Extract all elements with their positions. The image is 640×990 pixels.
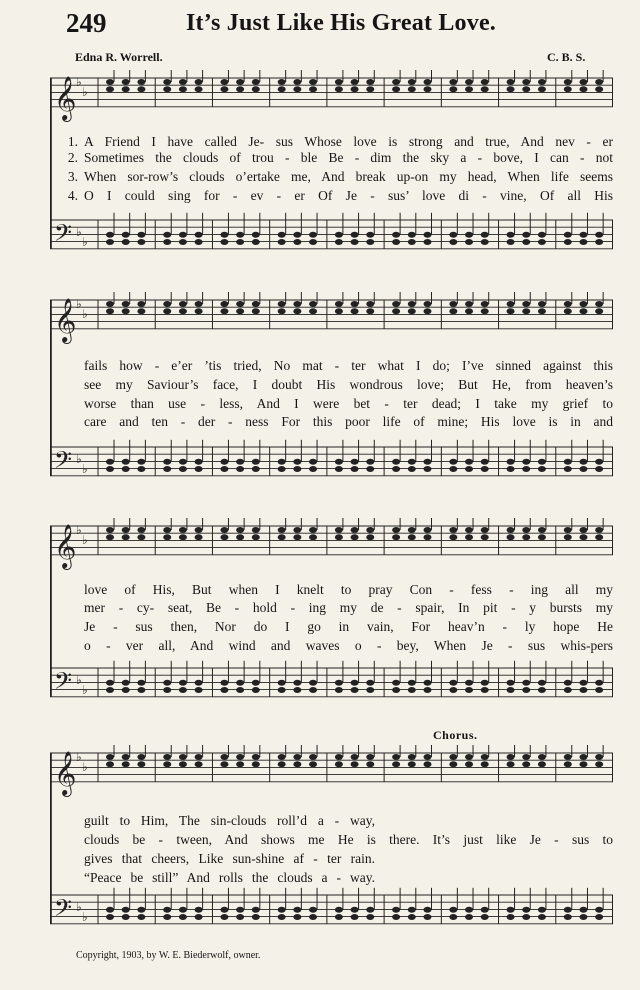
lyric-line — [50, 636, 613, 656]
svg-text:♭: ♭ — [82, 910, 88, 924]
lyric-text: care and ten - der - ness For this poor life of mine; His love is in and — [84, 414, 613, 429]
svg-text:𝄢: 𝄢 — [54, 893, 73, 927]
music-system-4 — [50, 745, 613, 945]
composer-credit: C. B. S. — [547, 50, 586, 64]
svg-text:♭: ♭ — [76, 523, 82, 537]
lyric-line — [50, 375, 613, 395]
lyric-line — [50, 412, 613, 432]
lyric-text: Sometimes the clouds of trou - ble Be - dim the sky a - bove, I can - not — [84, 150, 613, 165]
svg-text:𝄢: 𝄢 — [54, 666, 73, 700]
verse-number: 1. — [67, 134, 78, 149]
lyric-text: O I could sing for - ev - er Of Je - sus’ love di - vine, Of all His — [84, 188, 613, 203]
lyric-text: love of His, But when I knelt to pray Con - fess - ing all my — [84, 582, 613, 597]
lyric-line — [50, 167, 613, 187]
lyric-line — [50, 356, 613, 376]
lyric-text: guilt to Him, The sin-clouds roll’d a - way, — [84, 813, 375, 828]
lyric-text: When sor-row’s clouds o’ertake me, And break up-on my head, When life seems — [84, 169, 613, 184]
svg-text:𝄞: 𝄞 — [54, 75, 77, 120]
svg-text:♭: ♭ — [82, 683, 88, 697]
svg-text:𝄞: 𝄞 — [54, 750, 77, 795]
lyric-line — [50, 868, 375, 888]
lyric-text: worse than use - less, And I were bet - ter dead; I take my grief to — [84, 396, 613, 411]
hymn-title: It’s Just Like His Great Love. — [186, 10, 496, 36]
svg-text:𝄞: 𝄞 — [54, 523, 77, 568]
lyric-text: A Friend I have called Je- sus Whose love is strong and true, And nev - er — [84, 134, 613, 149]
svg-text:♭: ♭ — [82, 760, 88, 774]
verse-number: 2. — [67, 150, 78, 165]
lyric-line — [50, 394, 613, 414]
lyric-line — [50, 580, 613, 600]
music-system-2 — [50, 292, 613, 502]
svg-text:♭: ♭ — [82, 307, 88, 321]
music-system-1 — [50, 70, 613, 275]
svg-text:♭: ♭ — [76, 225, 82, 239]
lyric-text: “Peace be still” And rolls the clouds a - way. — [84, 870, 375, 885]
svg-text:𝄢: 𝄢 — [54, 218, 73, 252]
svg-text:♭: ♭ — [82, 533, 88, 547]
svg-text:♭: ♭ — [82, 85, 88, 99]
lyric-text: o - ver all, And wind and waves o - bey, When Je - sus whis-pers — [84, 638, 613, 653]
lyric-text: Je - sus then, Nor do I go in vain, For heav’n - ly hope He — [84, 619, 613, 634]
author-credit: Edna R. Worrell. — [75, 50, 163, 64]
lyric-text: see my Saviour’s face, I doubt His wondrous love; But He, from heaven’s — [84, 377, 613, 392]
svg-text:♭: ♭ — [82, 235, 88, 249]
lyric-line — [50, 811, 375, 831]
lyric-line — [50, 598, 613, 618]
svg-text:♭: ♭ — [82, 462, 88, 476]
svg-text:♭: ♭ — [76, 673, 82, 687]
svg-text:𝄢: 𝄢 — [54, 445, 73, 479]
svg-text:♭: ♭ — [76, 452, 82, 466]
svg-text:♭: ♭ — [76, 75, 82, 89]
lyric-line — [50, 617, 613, 637]
lyric-line — [50, 830, 613, 850]
chorus-label: Chorus. — [433, 728, 478, 742]
lyric-text: fails how - e’er ’tis tried, No mat - ter what I do; I’ve sinned against this — [84, 358, 613, 373]
lyric-line — [50, 849, 375, 869]
lyric-text: mer - cy- seat, Be - hold - ing my de - spair, In pit - y bursts my — [84, 600, 613, 615]
svg-text:♭: ♭ — [76, 750, 82, 764]
music-system-3 — [50, 518, 613, 718]
verse-number: 4. — [67, 188, 78, 203]
lyric-text: clouds be - tween, And shows me He is there. It’s just like Je - sus to — [84, 832, 613, 847]
verse-number: 3. — [67, 169, 78, 184]
svg-text:♭: ♭ — [76, 297, 82, 311]
copyright-notice: Copyright, 1903, by W. E. Biederwolf, owner. — [76, 950, 261, 961]
svg-text:♭: ♭ — [76, 900, 82, 914]
lyric-line — [50, 186, 613, 206]
svg-text:𝄞: 𝄞 — [54, 297, 77, 342]
lyric-text: gives that cheers, Like sun-shine af - ter rain. — [84, 851, 375, 866]
lyric-line — [50, 148, 613, 168]
hymn-number: 249 — [66, 8, 107, 38]
